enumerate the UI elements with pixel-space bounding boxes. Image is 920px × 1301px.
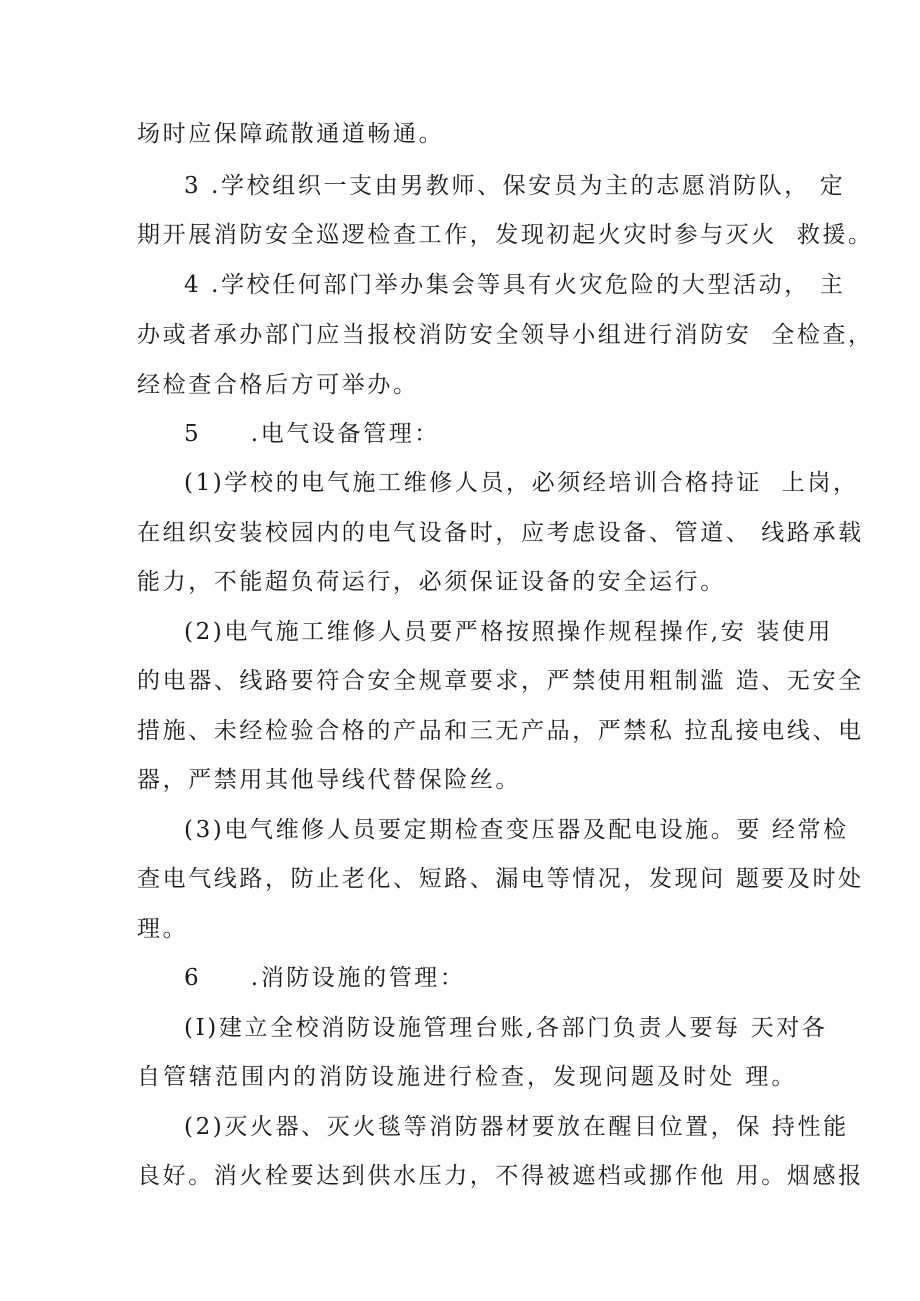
text-line-3: 期开展消防安全巡逻检查工作，发现初起火灾时参与灭火 救援。 [137, 222, 874, 248]
text-line-8: (1)学校的电气施工维修人员，必须经培训合格持证 上岗， [184, 470, 859, 496]
text-line-14: 器，严禁用其他导线代替保险丝。 [137, 767, 521, 793]
text-line-6: 经检查合格后方可举办。 [137, 372, 419, 398]
text-line-1: 场时应保障疏散通道畅通。 [137, 121, 445, 147]
text-line-12: 的电器、线路要符合安全规章要求，严禁使用粗制滥 造、无安全 [137, 668, 864, 694]
text-line-4: 4 .学校任何部门举办集会等具有火灾危险的大型活动， 主 [184, 272, 846, 298]
text-line-15: (3)电气维修人员要定期检查变压器及配电设施。要 经常检 [184, 817, 849, 843]
text-line-13: 措施、未经检验合格的产品和三无产品，严禁私 拉乱接电线、电 [137, 718, 864, 744]
text-line-22: 良好。消火栓要达到供水压力，不得被遮档或挪作他 用。烟感报 [137, 1163, 864, 1189]
text-line-16: 查电气线路，防止老化、短路、漏电等情况，发现问 题要及时处 [137, 866, 864, 892]
text-line-2: 3 .学校组织一支由男教师、保安员为主的志愿消防队， 定 [184, 173, 846, 199]
text-line-18: 6 .消防设施的管理： [184, 965, 466, 991]
text-line-19: (I)建立全校消防设施管理台账,各部门负责人要每 天对各 [184, 1015, 828, 1041]
text-line-17: 理。 [137, 916, 189, 942]
text-line-10: 能力，不能超负荷运行，必须保证设备的安全运行。 [137, 569, 726, 595]
text-line-21: (2)灭火器、灭火毯等消防器材要放在醒目位置，保 持性能 [184, 1114, 849, 1140]
text-line-11: (2)电气施工维修人员要严格按照操作规程操作,安 装使用 [184, 619, 834, 645]
text-line-5: 办或者承办部门应当报校消防安全领导小组进行消防安 全检查， [137, 322, 874, 348]
text-line-9: 在组织安装校园内的电气设备时，应考虑设备、管道、 线路承载 [137, 520, 864, 546]
text-line-20: 自管辖范围内的消防设施进行检查，发现问题及时处 理。 [137, 1064, 797, 1090]
text-line-7: 5 .电气设备管理： [184, 421, 440, 447]
